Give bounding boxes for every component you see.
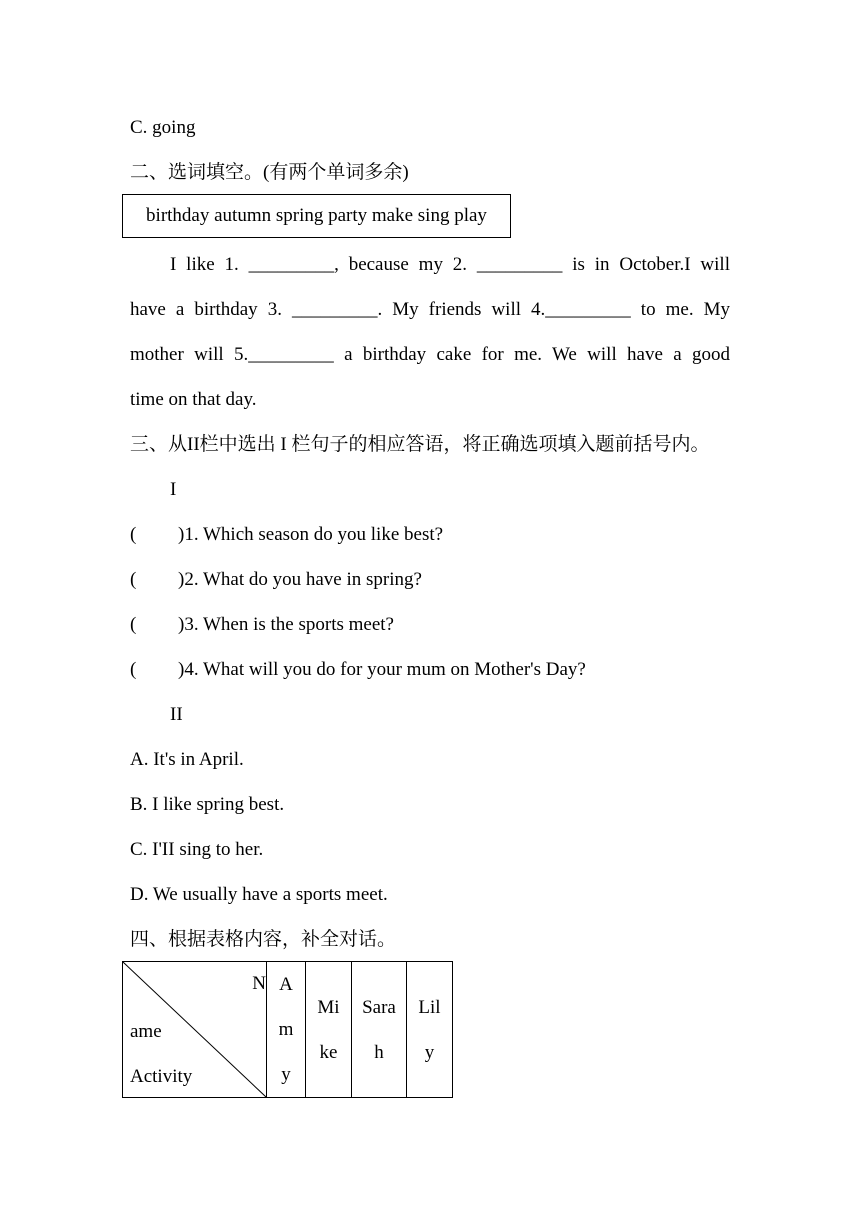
question-1	[130, 523, 443, 547]
passage-line-4: time on that day.	[130, 389, 257, 410]
word-bank-text: birthday autumn spring party make sing play	[146, 205, 487, 226]
name-fragment: h	[374, 1041, 384, 1063]
name-header-lily	[407, 962, 453, 1098]
corner-name-label: ame	[130, 1021, 162, 1042]
name-fragment: y	[281, 1064, 291, 1085]
answer-c: C. I'II sing to her.	[130, 839, 264, 860]
name-fragment: ke	[319, 1041, 338, 1063]
question-4	[130, 658, 586, 682]
corner-activity-label: Activity	[130, 1066, 193, 1087]
question-text: )2. What do you have in spring?	[178, 569, 422, 590]
question-text: )3. When is the sports meet?	[178, 614, 394, 635]
corner-name-fragment: N	[252, 973, 266, 994]
question-text: )1. Which season do you like best?	[178, 524, 444, 545]
passage-line-1: I like 1. _________, because my 2. _________ is in October.I will	[170, 254, 730, 275]
column-1-label: I	[170, 479, 177, 500]
question-3	[130, 613, 394, 637]
name-header-amy	[267, 962, 306, 1098]
answer-d: D. We usually have a sports meet.	[130, 884, 388, 905]
answer-b: B. I like spring best.	[130, 794, 285, 815]
option-c: C. going	[130, 117, 196, 138]
name-fragment: Mi	[317, 996, 340, 1018]
name-header-sarah	[352, 962, 407, 1098]
question-2	[130, 568, 422, 592]
name-header-mike	[306, 962, 352, 1098]
name-fragment: y	[424, 1041, 435, 1063]
word-bank	[122, 194, 511, 238]
question-text: )4. What will you do for your mum on Mother's Day?	[178, 659, 586, 680]
section2-heading: 二、选词填空。(有两个单词多余)	[130, 162, 409, 183]
name-fragment: m	[278, 1019, 294, 1040]
answer-a: A. It's in April.	[130, 749, 244, 770]
table-corner-cell	[123, 962, 267, 1098]
activity-table	[122, 961, 453, 1098]
section3-heading: 三、从II栏中选出 I 栏句子的相应答语，将正确选项填入题前括号内。	[130, 434, 710, 455]
name-fragment: Lil	[418, 996, 441, 1018]
passage-line-2: have a birthday 3. _________. My friends will 4._________ to me. My	[130, 299, 730, 320]
answer-bracket: (	[130, 569, 137, 590]
name-fragment: A	[279, 974, 293, 995]
name-fragment: Sara	[362, 996, 396, 1018]
answer-bracket: (	[130, 524, 137, 545]
column-2-label: II	[170, 704, 183, 725]
answer-bracket: (	[130, 659, 137, 680]
answer-bracket: (	[130, 614, 137, 635]
section4-heading: 四、根据表格内容，补全对话。	[130, 929, 397, 950]
passage-line-3: mother will 5._________ a birthday cake for me. We will have a good	[130, 344, 730, 365]
